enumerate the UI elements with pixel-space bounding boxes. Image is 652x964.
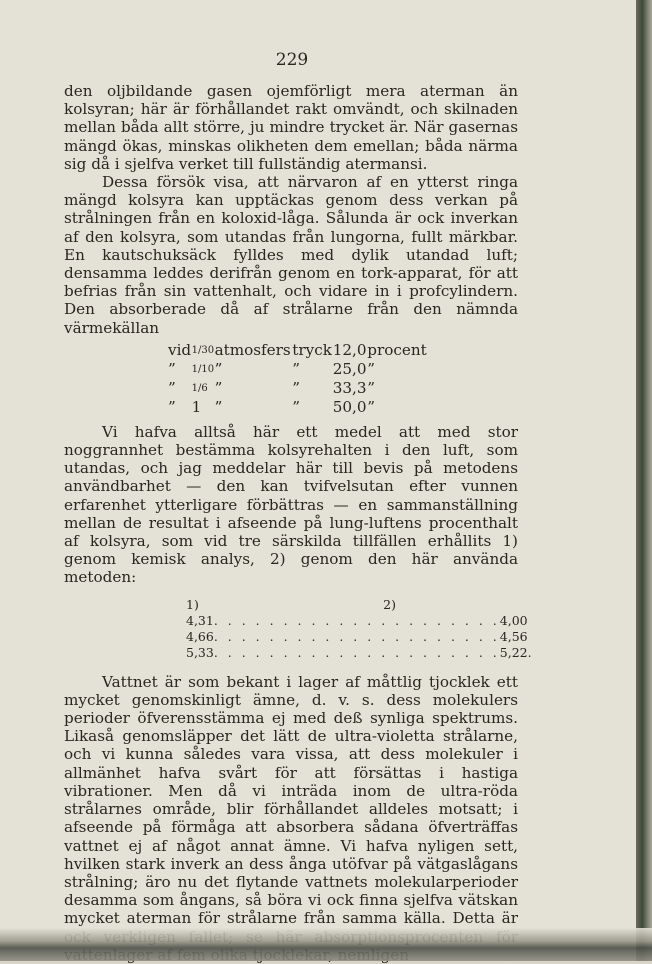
table-row [168, 341, 428, 360]
paragraph-4: Vattnet är som bekant i lager af måttlig tjocklek ett mycket genomskinligt ämne, d. v. s. dess molekulers perioder öfverensstämma ej med deß synliga spektrums. Likaså genomsläpper det lätt de ultra-violetta strålarne, och vi kunna således vara vissa, att dess molekuler i allmänhet hafva svårt för att försättas i hastiga vibrationer. Men då vi inträda inom de ultra-röda strålarnes område, blir förhållandet alldeles motsatt; i afseende på förmåga att absorbera sådana öfverträffas vattnet ej af något annat ämne. Vi hafva nyligen sett, hvilken stark inverk an dess ånga utöfvar på vätgaslågans strålning; äro nu det flytande vattnets molekularperioder desamma som ångans, så böra vi ock finna sjelfva vätskan mycket aterman för strålarne från samma källa. Detta är [64, 672, 518, 928]
pressure-fraction: 1/30 [191, 344, 215, 356]
row-word2: tryck [292, 340, 332, 359]
row-unit: ” [367, 378, 376, 397]
pressure-fraction: 1/6 [191, 382, 208, 394]
results-header [186, 597, 396, 613]
row-lead: ” [168, 359, 176, 378]
result-method: 5,22. [499, 644, 532, 660]
row-word1: ” [214, 359, 223, 378]
result-chemical: 5,33 [186, 644, 214, 660]
table-row [186, 612, 528, 629]
pressure-fraction: 1 [191, 397, 202, 416]
row-word1: ” [214, 378, 223, 397]
page-edge [636, 0, 652, 961]
row-word2: ” [292, 397, 301, 416]
row-word1: atmosfers [214, 340, 291, 359]
table-row [186, 628, 528, 645]
page-number: 229 [275, 50, 309, 70]
row-word2: ” [292, 378, 301, 397]
table-row [186, 644, 532, 661]
row-unit: procent [367, 340, 427, 359]
pressure-fraction: 1/10 [191, 363, 215, 375]
table-row [168, 398, 428, 417]
paragraph-1: den oljbildande gasen ojemförligt mera aterman än kolsyran; här är förhållandet rakt omvändt, och skilnaden mellan båda allt större, ju mindre trycket är. När gasernas mängd ökas, minskas olikheten dem emellan; båda närma sig då i sjelfva verket till fullständig atermansi. [64, 82, 518, 173]
pressure-table [168, 341, 428, 417]
paragraph-3: Vi hafva alltså här ett medel att med stor noggrannhet bestämma kolsyrehalten i den luft, som utandas, och jag meddelar här till bevis på metodens användbarhet — den kan tvifvelsutan efter vunnen erfarenhet ytterligare förbättras — en sammanställning mellan de resultat i afseende på lung-luftens procenthalt af kolsyra, som vid tre särskilda tillfällen erhållits 1) genom kemisk analys, 2) genom den här använda metoden: [64, 422, 518, 587]
row-unit: ” [367, 397, 376, 416]
result-chemical: 4,66 [186, 628, 214, 644]
row-lead: ” [168, 397, 176, 416]
row-lead: ” [168, 378, 176, 397]
row-value: 33,3 [332, 378, 367, 397]
row-value: 25,0 [332, 359, 367, 378]
table-row [168, 360, 428, 379]
paragraph-2: Dessa försök visa, att närvaron af en ytterst ringa mängd kolsyra kan upptäckas genom dess verkan på strålningen från en koloxid-låga. Sålunda är ock inverkan af den kolsyra, som utandas från lungorna, fullt märkbar. En kautschuksäck fylldes med dylik utandad luft; densamma leddes derifrån genom en tork-apparat, för att befrias från sin vattenhalt, och vidare in i profcylindern. Den absorberade då af strålarne från den nämnda värmekällan [64, 173, 518, 337]
page-body [64, 82, 532, 964]
leader-dots: . . . . . . . . . . . . . . . . . . . . . [213, 644, 500, 660]
row-value: 50,0 [332, 397, 367, 416]
leader-dots: . . . . . . . . . . . . . . . . . . . . . [213, 612, 500, 628]
row-lead: vid [168, 340, 192, 359]
table-row [168, 379, 428, 398]
row-value: 12,0 [332, 340, 367, 359]
row-word2: ” [292, 359, 301, 378]
result-method: 4,56 [499, 628, 528, 644]
results-table [186, 596, 532, 661]
result-method: 4,00 [499, 612, 528, 628]
result-chemical: 4,31 [186, 612, 214, 628]
scan-bottom-edge [0, 928, 652, 961]
row-word1: ” [214, 397, 223, 416]
leader-dots: . . . . . . . . . . . . . . . . . . . . . [213, 628, 500, 644]
results-header-2: 2) [383, 596, 396, 612]
row-unit: ” [367, 359, 376, 378]
results-header-1: 1) [186, 596, 199, 612]
